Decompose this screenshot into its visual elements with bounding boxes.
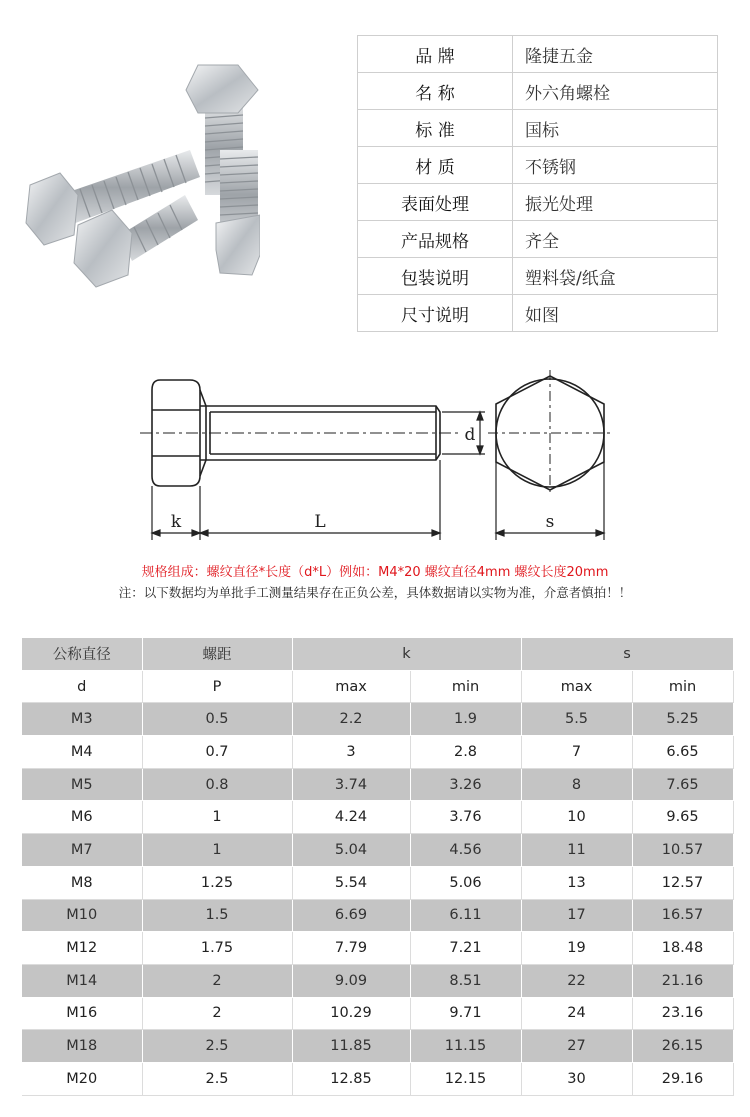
subheader-d: d <box>22 670 142 703</box>
spec-value: 如图 <box>513 295 718 332</box>
cell-p: 1.5 <box>142 899 292 932</box>
spec-value: 国标 <box>513 110 718 147</box>
cell-s-max: 22 <box>521 964 632 997</box>
cell-s-min: 7.65 <box>632 768 733 801</box>
cell-d: M18 <box>22 1030 142 1063</box>
cell-k-max: 5.04 <box>292 834 410 867</box>
cell-s-max: 30 <box>521 1062 632 1095</box>
cell-s-min: 23.16 <box>632 997 733 1030</box>
cell-s-max: 11 <box>521 834 632 867</box>
cell-p: 2.5 <box>142 1062 292 1095</box>
cell-s-max: 7 <box>521 736 632 769</box>
cell-p: 0.8 <box>142 768 292 801</box>
cell-p: 0.5 <box>142 703 292 736</box>
spec-value: 外六角螺栓 <box>513 73 718 110</box>
cell-s-max: 5.5 <box>521 703 632 736</box>
cell-s-min: 21.16 <box>632 964 733 997</box>
cell-s-min: 5.25 <box>632 703 733 736</box>
cell-k-max: 2.2 <box>292 703 410 736</box>
cell-k-min: 4.56 <box>410 834 521 867</box>
cell-k-min: 1.9 <box>410 703 521 736</box>
cell-d: M14 <box>22 964 142 997</box>
product-photo <box>20 55 260 295</box>
cell-k-max: 9.09 <box>292 964 410 997</box>
table-row <box>22 736 733 769</box>
header-pitch: 螺距 <box>142 638 292 670</box>
cell-s-min: 29.16 <box>632 1062 733 1095</box>
spec-row <box>358 36 718 73</box>
spec-row <box>358 295 718 332</box>
table-row <box>22 866 733 899</box>
label-L: L <box>314 512 326 532</box>
label-d: d <box>464 425 476 445</box>
subheader-k-min: min <box>410 670 521 703</box>
cell-k-max: 5.54 <box>292 866 410 899</box>
spec-label: 包装说明 <box>358 258 513 295</box>
cell-k-min: 7.21 <box>410 932 521 965</box>
table-row <box>22 1062 733 1095</box>
spec-value: 塑料袋/纸盒 <box>513 258 718 295</box>
table-row <box>22 768 733 801</box>
spec-value: 振光处理 <box>513 184 718 221</box>
header-nominal-diameter: 公称直径 <box>22 638 142 670</box>
cell-d: M4 <box>22 736 142 769</box>
table-row <box>22 964 733 997</box>
cell-k-min: 11.15 <box>410 1030 521 1063</box>
cell-s-max: 19 <box>521 932 632 965</box>
cell-k-min: 12.15 <box>410 1062 521 1095</box>
cell-k-min: 9.71 <box>410 997 521 1030</box>
cell-d: M6 <box>22 801 142 834</box>
cell-s-min: 10.57 <box>632 834 733 867</box>
spec-row <box>358 221 718 258</box>
cell-d: M3 <box>22 703 142 736</box>
cell-s-min: 9.65 <box>632 801 733 834</box>
spec-row <box>358 110 718 147</box>
spec-row <box>358 184 718 221</box>
cell-p: 0.7 <box>142 736 292 769</box>
spec-table <box>357 35 718 332</box>
head-chamfer <box>200 390 206 406</box>
table-row <box>22 834 733 867</box>
cell-p: 2.5 <box>142 1030 292 1063</box>
table-row <box>22 932 733 965</box>
cell-d: M8 <box>22 866 142 899</box>
label-k: k <box>170 512 182 532</box>
cell-d: M10 <box>22 899 142 932</box>
subheader-s-max: max <box>521 670 632 703</box>
spec-label: 标 准 <box>358 110 513 147</box>
cell-k-min: 5.06 <box>410 866 521 899</box>
cell-k-max: 10.29 <box>292 997 410 1030</box>
cell-s-min: 26.15 <box>632 1030 733 1063</box>
label-s: s <box>545 512 555 532</box>
cell-p: 2 <box>142 997 292 1030</box>
bolt-image-right <box>216 150 260 275</box>
cell-k-max: 3.74 <box>292 768 410 801</box>
cell-k-min: 6.11 <box>410 899 521 932</box>
spec-label: 尺寸说明 <box>358 295 513 332</box>
cell-d: M5 <box>22 768 142 801</box>
size-format-caption: 规格组成：螺纹直径*长度（d*L）例如：M4*20 螺纹直径4mm 螺纹长度20mm <box>141 565 609 580</box>
table-row <box>22 703 733 736</box>
cell-k-max: 3 <box>292 736 410 769</box>
cell-k-min: 3.26 <box>410 768 521 801</box>
cell-d: M12 <box>22 932 142 965</box>
cell-d: M20 <box>22 1062 142 1095</box>
spec-value: 齐全 <box>513 221 718 258</box>
spec-value: 不锈钢 <box>513 147 718 184</box>
cell-p: 1.25 <box>142 866 292 899</box>
dimension-table <box>22 638 734 1096</box>
cell-s-min: 16.57 <box>632 899 733 932</box>
spec-label: 表面处理 <box>358 184 513 221</box>
cell-k-min: 8.51 <box>410 964 521 997</box>
table-row <box>22 899 733 932</box>
subheader-s-min: min <box>632 670 733 703</box>
cell-s-max: 13 <box>521 866 632 899</box>
spec-row <box>358 147 718 184</box>
cell-d: M7 <box>22 834 142 867</box>
cell-p: 1 <box>142 834 292 867</box>
table-subheader-row <box>22 670 733 703</box>
cell-s-max: 10 <box>521 801 632 834</box>
spec-label: 名 称 <box>358 73 513 110</box>
subheader-p: P <box>142 670 292 703</box>
cell-p: 1.75 <box>142 932 292 965</box>
cell-s-max: 24 <box>521 997 632 1030</box>
table-row <box>22 1030 733 1063</box>
cell-s-max: 27 <box>521 1030 632 1063</box>
subheader-k-max: max <box>292 670 410 703</box>
table-header-row <box>22 638 733 670</box>
cell-s-min: 12.57 <box>632 866 733 899</box>
cell-k-min: 2.8 <box>410 736 521 769</box>
spec-label: 品 牌 <box>358 36 513 73</box>
spec-row <box>358 73 718 110</box>
cell-k-max: 12.85 <box>292 1062 410 1095</box>
cell-k-min: 3.76 <box>410 801 521 834</box>
cell-s-min: 6.65 <box>632 736 733 769</box>
spec-label: 产品规格 <box>358 221 513 258</box>
spec-row <box>358 258 718 295</box>
table-row <box>22 801 733 834</box>
cell-d: M16 <box>22 997 142 1030</box>
header-s: s <box>521 638 733 670</box>
cell-s-max: 8 <box>521 768 632 801</box>
cell-s-max: 17 <box>521 899 632 932</box>
table-row <box>22 997 733 1030</box>
bolt-dimension-drawing <box>120 368 640 543</box>
cell-k-max: 4.24 <box>292 801 410 834</box>
cell-k-max: 11.85 <box>292 1030 410 1063</box>
spec-value: 隆捷五金 <box>513 36 718 73</box>
cell-p: 2 <box>142 964 292 997</box>
cell-k-max: 6.69 <box>292 899 410 932</box>
header-k: k <box>292 638 521 670</box>
cell-k-max: 7.79 <box>292 932 410 965</box>
cell-s-min: 18.48 <box>632 932 733 965</box>
cell-p: 1 <box>142 801 292 834</box>
tolerance-note: 注：以下数据均为单批手工测量结果存在正负公差，具体数据请以实物为准，介意者慎拍！！ <box>118 585 632 600</box>
spec-label: 材 质 <box>358 147 513 184</box>
